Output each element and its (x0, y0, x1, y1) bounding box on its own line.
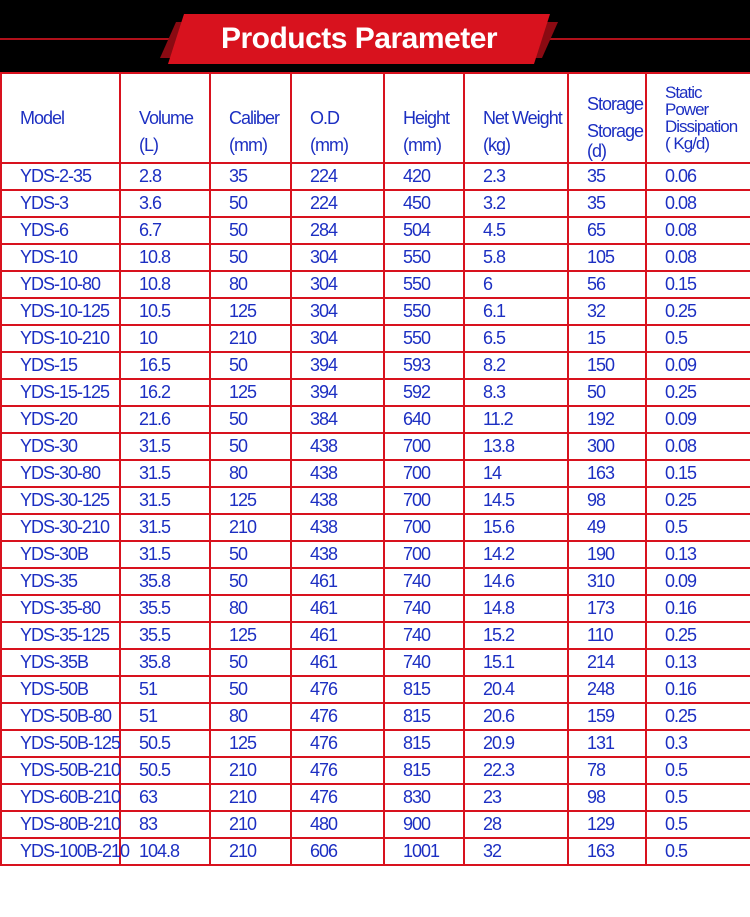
cell-od: 461 (291, 649, 384, 676)
table-row (1, 811, 750, 838)
cell-storage: 192 (568, 406, 646, 433)
cell-volume: 31.5 (120, 433, 210, 460)
table-row (1, 433, 750, 460)
cell-od: 461 (291, 568, 384, 595)
cell-storage: 310 (568, 568, 646, 595)
cell-od: 304 (291, 244, 384, 271)
cell-net-weight: 5.8 (464, 244, 568, 271)
cell-volume: 10.8 (120, 271, 210, 298)
cell-static-power: 0.08 (646, 190, 750, 217)
banner-rule-right (548, 38, 750, 40)
cell-volume: 31.5 (120, 460, 210, 487)
cell-od: 438 (291, 514, 384, 541)
cell-storage: 49 (568, 514, 646, 541)
cell-storage: 35 (568, 163, 646, 190)
cell-net-weight: 6 (464, 271, 568, 298)
table-row (1, 352, 750, 379)
cell-model: YDS-30B (1, 541, 120, 568)
cell-height: 550 (384, 325, 464, 352)
cell-net-weight: 6.5 (464, 325, 568, 352)
cell-net-weight: 14.6 (464, 568, 568, 595)
cell-net-weight: 3.2 (464, 190, 568, 217)
cell-static-power: 0.15 (646, 460, 750, 487)
cell-height: 900 (384, 811, 464, 838)
cell-caliber: 50 (210, 568, 291, 595)
cell-height: 740 (384, 622, 464, 649)
cell-storage: 214 (568, 649, 646, 676)
cell-caliber: 80 (210, 703, 291, 730)
table-row (1, 757, 750, 784)
cell-static-power: 0.09 (646, 568, 750, 595)
cell-model: YDS-35-80 (1, 595, 120, 622)
cell-net-weight: 22.3 (464, 757, 568, 784)
table-row (1, 244, 750, 271)
cell-od: 476 (291, 676, 384, 703)
cell-caliber: 125 (210, 730, 291, 757)
cell-net-weight: 14.8 (464, 595, 568, 622)
cell-model: YDS-80B-210 (1, 811, 120, 838)
cell-static-power: 0.5 (646, 811, 750, 838)
cell-model: YDS-3 (1, 190, 120, 217)
cell-volume: 10.8 (120, 244, 210, 271)
table-row (1, 568, 750, 595)
cell-net-weight: 15.1 (464, 649, 568, 676)
cell-static-power: 0.25 (646, 298, 750, 325)
cell-od: 224 (291, 163, 384, 190)
cell-net-weight: 14 (464, 460, 568, 487)
cell-static-power: 0.25 (646, 703, 750, 730)
cell-caliber: 80 (210, 595, 291, 622)
cell-static-power: 0.13 (646, 649, 750, 676)
cell-static-power: 0.5 (646, 325, 750, 352)
cell-model: YDS-60B-210 (1, 784, 120, 811)
cell-od: 304 (291, 325, 384, 352)
header-storage: Storage Storage (d) (568, 73, 646, 163)
cell-od: 438 (291, 487, 384, 514)
cell-model: YDS-50B-125 (1, 730, 120, 757)
cell-height: 1001 (384, 838, 464, 865)
cell-volume: 51 (120, 676, 210, 703)
cell-static-power: 0.06 (646, 163, 750, 190)
cell-height: 740 (384, 595, 464, 622)
cell-height: 740 (384, 649, 464, 676)
header-net-weight: Net Weight (kg) (464, 73, 568, 163)
cell-od: 394 (291, 352, 384, 379)
cell-storage: 105 (568, 244, 646, 271)
parameter-table (0, 72, 750, 866)
cell-volume: 63 (120, 784, 210, 811)
table-row (1, 784, 750, 811)
cell-caliber: 35 (210, 163, 291, 190)
cell-height: 700 (384, 514, 464, 541)
cell-static-power: 0.08 (646, 433, 750, 460)
cell-model: YDS-50B (1, 676, 120, 703)
cell-height: 830 (384, 784, 464, 811)
cell-storage: 98 (568, 784, 646, 811)
cell-net-weight: 14.5 (464, 487, 568, 514)
cell-storage: 15 (568, 325, 646, 352)
cell-storage: 300 (568, 433, 646, 460)
cell-net-weight: 15.2 (464, 622, 568, 649)
cell-storage: 65 (568, 217, 646, 244)
cell-static-power: 0.5 (646, 838, 750, 865)
cell-storage: 190 (568, 541, 646, 568)
cell-model: YDS-10-125 (1, 298, 120, 325)
table-row (1, 163, 750, 190)
cell-model: YDS-50B-80 (1, 703, 120, 730)
cell-volume: 35.5 (120, 622, 210, 649)
cell-volume: 31.5 (120, 514, 210, 541)
cell-volume: 10 (120, 325, 210, 352)
cell-model: YDS-30-210 (1, 514, 120, 541)
banner-rule-left (0, 38, 170, 40)
cell-storage: 56 (568, 271, 646, 298)
cell-od: 438 (291, 460, 384, 487)
cell-height: 640 (384, 406, 464, 433)
cell-model: YDS-10-80 (1, 271, 120, 298)
cell-model: YDS-30 (1, 433, 120, 460)
table-row (1, 406, 750, 433)
table-row (1, 514, 750, 541)
table-row (1, 325, 750, 352)
cell-static-power: 0.5 (646, 514, 750, 541)
cell-height: 700 (384, 541, 464, 568)
cell-storage: 163 (568, 460, 646, 487)
cell-height: 815 (384, 757, 464, 784)
cell-model: YDS-10-210 (1, 325, 120, 352)
cell-net-weight: 32 (464, 838, 568, 865)
table-row (1, 622, 750, 649)
cell-storage: 98 (568, 487, 646, 514)
cell-model: YDS-35B (1, 649, 120, 676)
cell-caliber: 210 (210, 838, 291, 865)
cell-storage: 32 (568, 298, 646, 325)
table-row (1, 487, 750, 514)
cell-model: YDS-100B-210 (1, 838, 120, 865)
cell-storage: 150 (568, 352, 646, 379)
cell-volume: 3.6 (120, 190, 210, 217)
cell-static-power: 0.15 (646, 271, 750, 298)
table-row (1, 676, 750, 703)
header-volume: Volume (L) (120, 73, 210, 163)
table-row (1, 460, 750, 487)
cell-storage: 159 (568, 703, 646, 730)
cell-caliber: 50 (210, 541, 291, 568)
cell-static-power: 0.13 (646, 541, 750, 568)
cell-od: 476 (291, 703, 384, 730)
cell-net-weight: 6.1 (464, 298, 568, 325)
cell-model: YDS-15 (1, 352, 120, 379)
cell-model: YDS-35 (1, 568, 120, 595)
cell-height: 700 (384, 487, 464, 514)
cell-caliber: 50 (210, 676, 291, 703)
cell-od: 606 (291, 838, 384, 865)
cell-net-weight: 8.2 (464, 352, 568, 379)
cell-static-power: 0.09 (646, 406, 750, 433)
table-row (1, 649, 750, 676)
header-model: Model (1, 73, 120, 163)
cell-volume: 50.5 (120, 757, 210, 784)
cell-height: 815 (384, 730, 464, 757)
cell-storage: 131 (568, 730, 646, 757)
cell-height: 740 (384, 568, 464, 595)
cell-od: 476 (291, 784, 384, 811)
cell-volume: 16.2 (120, 379, 210, 406)
table-row (1, 595, 750, 622)
cell-net-weight: 4.5 (464, 217, 568, 244)
cell-caliber: 80 (210, 271, 291, 298)
cell-volume: 31.5 (120, 541, 210, 568)
cell-net-weight: 20.9 (464, 730, 568, 757)
cell-model: YDS-6 (1, 217, 120, 244)
cell-od: 284 (291, 217, 384, 244)
cell-volume: 2.8 (120, 163, 210, 190)
cell-net-weight: 8.3 (464, 379, 568, 406)
cell-static-power: 0.08 (646, 217, 750, 244)
cell-storage: 173 (568, 595, 646, 622)
cell-height: 450 (384, 190, 464, 217)
cell-storage: 248 (568, 676, 646, 703)
cell-caliber: 50 (210, 433, 291, 460)
cell-height: 550 (384, 244, 464, 271)
cell-volume: 83 (120, 811, 210, 838)
cell-od: 394 (291, 379, 384, 406)
cell-net-weight: 23 (464, 784, 568, 811)
cell-volume: 6.7 (120, 217, 210, 244)
table-row (1, 730, 750, 757)
cell-net-weight: 20.4 (464, 676, 568, 703)
cell-volume: 10.5 (120, 298, 210, 325)
cell-storage: 50 (568, 379, 646, 406)
cell-caliber: 50 (210, 217, 291, 244)
cell-static-power: 0.16 (646, 676, 750, 703)
cell-caliber: 50 (210, 190, 291, 217)
cell-storage: 35 (568, 190, 646, 217)
cell-od: 438 (291, 433, 384, 460)
cell-volume: 50.5 (120, 730, 210, 757)
cell-caliber: 210 (210, 811, 291, 838)
cell-caliber: 210 (210, 325, 291, 352)
cell-volume: 104.8 (120, 838, 210, 865)
cell-height: 593 (384, 352, 464, 379)
cell-caliber: 125 (210, 379, 291, 406)
table-row (1, 541, 750, 568)
header-static-power: Static Power Dissipation ( Kg/d) (646, 73, 750, 163)
cell-model: YDS-30-80 (1, 460, 120, 487)
cell-caliber: 80 (210, 460, 291, 487)
cell-od: 461 (291, 595, 384, 622)
cell-storage: 129 (568, 811, 646, 838)
cell-od: 461 (291, 622, 384, 649)
cell-caliber: 50 (210, 649, 291, 676)
cell-static-power: 0.25 (646, 622, 750, 649)
cell-static-power: 0.25 (646, 487, 750, 514)
cell-storage: 163 (568, 838, 646, 865)
cell-od: 304 (291, 271, 384, 298)
cell-model: YDS-15-125 (1, 379, 120, 406)
cell-net-weight: 14.2 (464, 541, 568, 568)
cell-volume: 51 (120, 703, 210, 730)
cell-static-power: 0.25 (646, 379, 750, 406)
cell-caliber: 50 (210, 352, 291, 379)
cell-volume: 16.5 (120, 352, 210, 379)
cell-caliber: 210 (210, 514, 291, 541)
cell-od: 304 (291, 298, 384, 325)
cell-caliber: 210 (210, 757, 291, 784)
cell-volume: 35.5 (120, 595, 210, 622)
cell-caliber: 125 (210, 487, 291, 514)
header-banner (0, 0, 750, 72)
cell-height: 504 (384, 217, 464, 244)
cell-static-power: 0.09 (646, 352, 750, 379)
cell-static-power: 0.08 (646, 244, 750, 271)
table-row (1, 838, 750, 865)
page-title: Products Parameter (220, 22, 498, 55)
cell-static-power: 0.3 (646, 730, 750, 757)
cell-static-power: 0.5 (646, 757, 750, 784)
cell-caliber: 50 (210, 406, 291, 433)
table-row (1, 703, 750, 730)
cell-net-weight: 28 (464, 811, 568, 838)
table-row (1, 190, 750, 217)
cell-volume: 35.8 (120, 649, 210, 676)
cell-volume: 35.8 (120, 568, 210, 595)
cell-storage: 78 (568, 757, 646, 784)
cell-model: YDS-35-125 (1, 622, 120, 649)
cell-model: YDS-2-35 (1, 163, 120, 190)
cell-height: 815 (384, 676, 464, 703)
cell-height: 550 (384, 298, 464, 325)
cell-od: 384 (291, 406, 384, 433)
cell-od: 476 (291, 730, 384, 757)
cell-volume: 21.6 (120, 406, 210, 433)
cell-net-weight: 13.8 (464, 433, 568, 460)
cell-height: 700 (384, 433, 464, 460)
cell-model: YDS-20 (1, 406, 120, 433)
header-height: Height (mm) (384, 73, 464, 163)
cell-caliber: 50 (210, 244, 291, 271)
header-caliber: Caliber (mm) (210, 73, 291, 163)
cell-height: 420 (384, 163, 464, 190)
table-row (1, 217, 750, 244)
cell-caliber: 210 (210, 784, 291, 811)
table-header-row (1, 73, 750, 163)
cell-height: 815 (384, 703, 464, 730)
cell-net-weight: 20.6 (464, 703, 568, 730)
cell-height: 592 (384, 379, 464, 406)
cell-static-power: 0.16 (646, 595, 750, 622)
table-row (1, 379, 750, 406)
cell-net-weight: 11.2 (464, 406, 568, 433)
cell-model: YDS-30-125 (1, 487, 120, 514)
cell-net-weight: 2.3 (464, 163, 568, 190)
cell-height: 550 (384, 271, 464, 298)
cell-storage: 110 (568, 622, 646, 649)
cell-od: 224 (291, 190, 384, 217)
header-od: O.D (mm) (291, 73, 384, 163)
cell-od: 476 (291, 757, 384, 784)
cell-model: YDS-10 (1, 244, 120, 271)
cell-net-weight: 15.6 (464, 514, 568, 541)
cell-volume: 31.5 (120, 487, 210, 514)
cell-height: 700 (384, 460, 464, 487)
table-row (1, 298, 750, 325)
cell-caliber: 125 (210, 622, 291, 649)
cell-od: 438 (291, 541, 384, 568)
table-row (1, 271, 750, 298)
cell-od: 480 (291, 811, 384, 838)
cell-model: YDS-50B-210 (1, 757, 120, 784)
cell-caliber: 125 (210, 298, 291, 325)
cell-static-power: 0.5 (646, 784, 750, 811)
